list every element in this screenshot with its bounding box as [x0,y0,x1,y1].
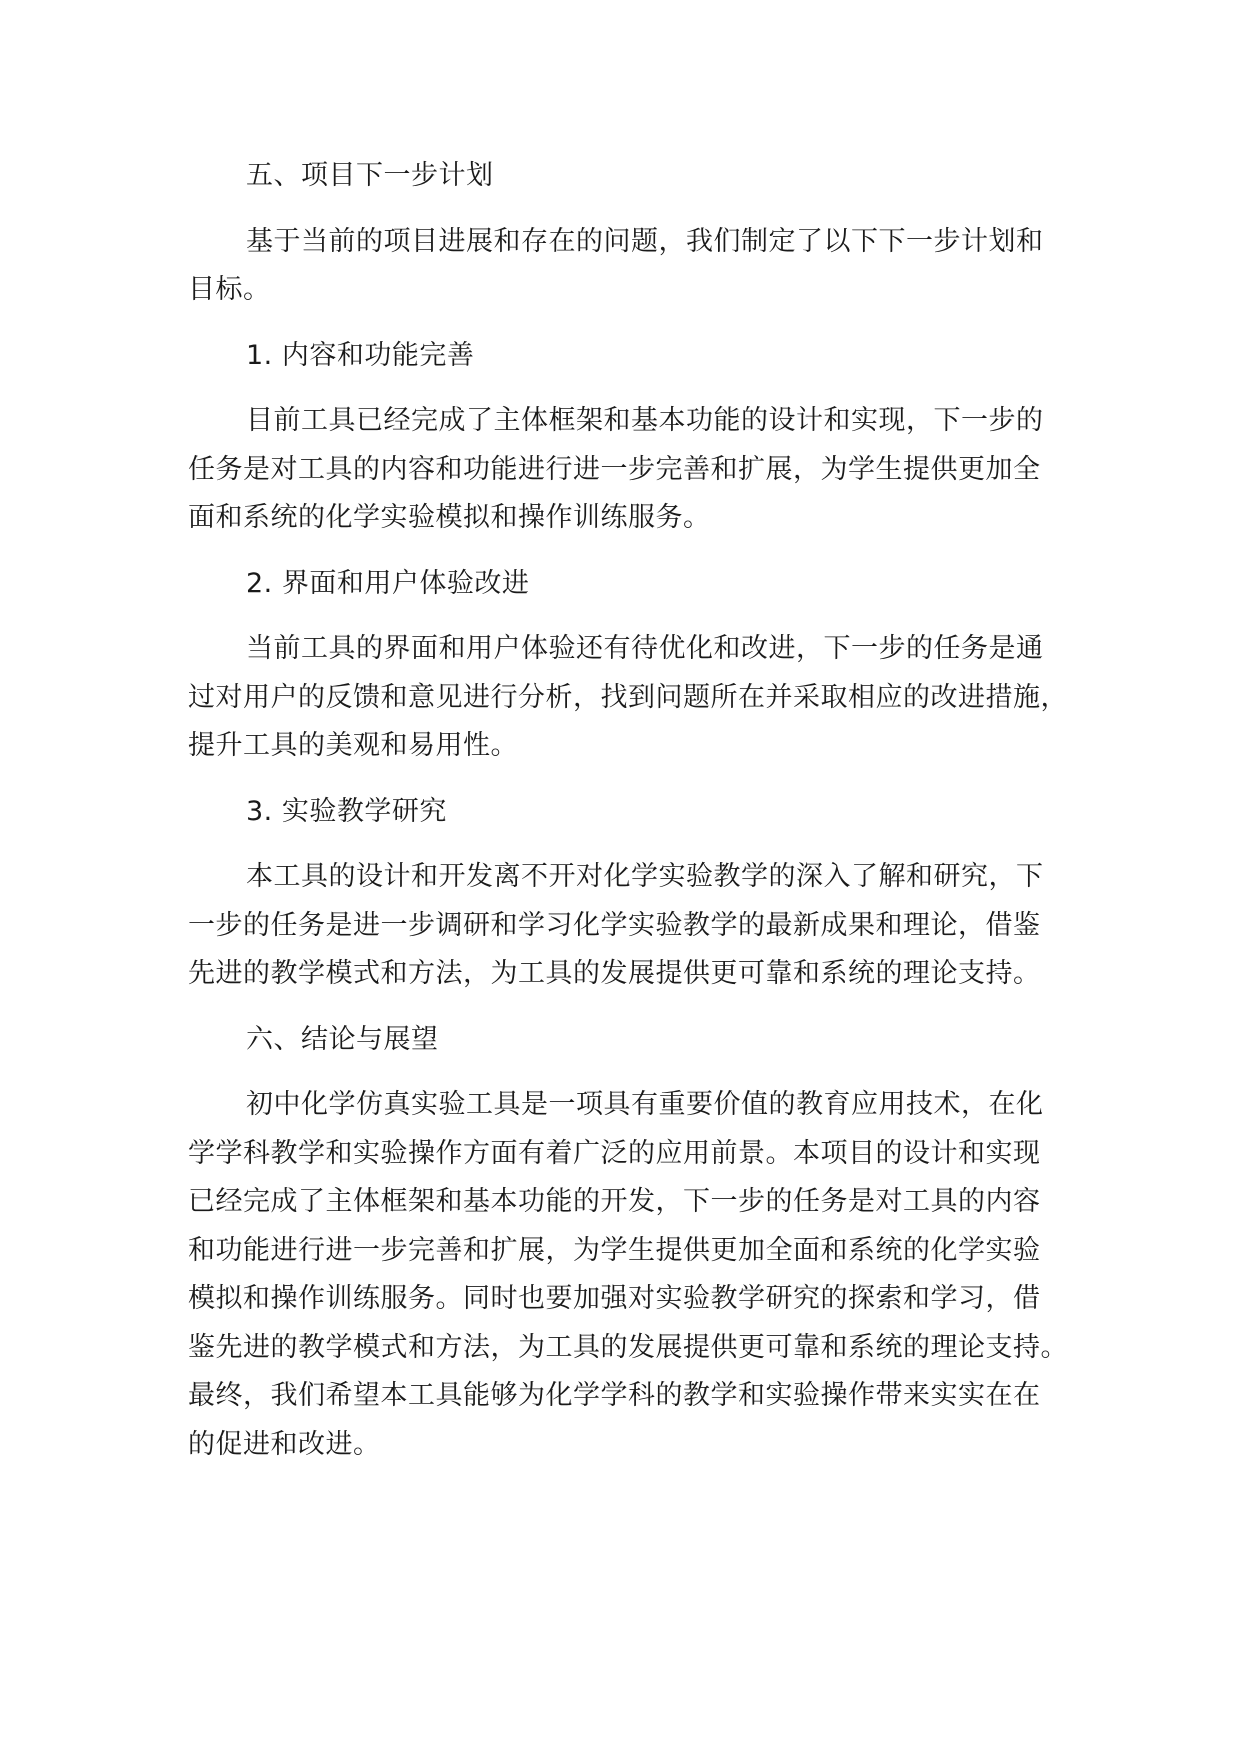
heading-line: 2. 界面和用户体验改进 [246,567,530,599]
heading-line: 3. 实验教学研究 [246,795,447,827]
document-body [188,152,1088,1486]
paragraph-line: 目前工具已经完成了主体框架和基本功能的设计和实现，下一步的 [246,405,1044,436]
paragraph-line: 提升工具的美观和易用性。 [188,730,518,761]
paragraph-ui-ux [188,625,1088,771]
heading-line: 五、项目下一步计划 [246,160,494,191]
paragraph-content-function [188,397,1088,543]
heading-line: 1. 内容和功能完善 [246,339,475,371]
paragraph-line: 任务是对工具的内容和功能进行进一步完善和扩展，为学生提供更加全 [188,453,1041,485]
paragraph-intro [188,218,1088,315]
paragraph-line: 目标。 [188,274,271,305]
paragraph-line: 一步的任务是进一步调研和学习化学实验教学的最新成果和理论，借鉴 [188,909,1041,941]
paragraph-line: 学学科教学和实验操作方面有着广泛的应用前景。本项目的设计和实现 [188,1137,1041,1169]
subheading-teaching-research [188,788,1088,837]
paragraph-conclusion [188,1081,1088,1469]
section-heading-conclusion [188,1016,1088,1065]
paragraph-line: 先进的教学模式和方法，为工具的发展提供更可靠和系统的理论支持。 [188,958,1041,989]
paragraph-line: 最终，我们希望本工具能够为化学学科的教学和实验操作带来实实在在 [188,1380,1041,1411]
subheading-content-function [188,332,1088,381]
paragraph-line: 当前工具的界面和用户体验还有待优化和改进，下一步的任务是通 [246,633,1044,664]
section-heading-next-steps [188,152,1088,201]
paragraph-line: 的促进和改进。 [188,1428,381,1460]
paragraph-line: 模拟和操作训练服务。同时也要加强对实验教学研究的探索和学习，借 [188,1283,1041,1314]
paragraph-line: 本工具的设计和开发离不开对化学实验教学的深入了解和研究，下 [246,861,1044,892]
paragraph-line: 已经完成了主体框架和基本功能的开发，下一步的任务是对工具的内容 [188,1186,1041,1217]
paragraph-line: 基于当前的项目进展和存在的问题，我们制定了以下下一步计划和 [246,225,1044,257]
paragraph-line: 过对用户的反馈和意见进行分析，找到问题所在并采取相应的改进措施， [188,681,1068,713]
paragraph-teaching-research [188,853,1088,999]
paragraph-line: 面和系统的化学实验模拟和操作训练服务。 [188,502,711,533]
paragraph-line: 初中化学仿真实验工具是一项具有重要价值的教育应用技术，在化 [246,1089,1044,1120]
heading-line: 六、结论与展望 [246,1023,439,1055]
subheading-ui-ux [188,560,1088,609]
paragraph-line: 和功能进行进一步完善和扩展，为学生提供更加全面和系统的化学实验 [188,1234,1041,1266]
paragraph-line: 鉴先进的教学模式和方法，为工具的发展提供更可靠和系统的理论支持。 [188,1331,1068,1363]
